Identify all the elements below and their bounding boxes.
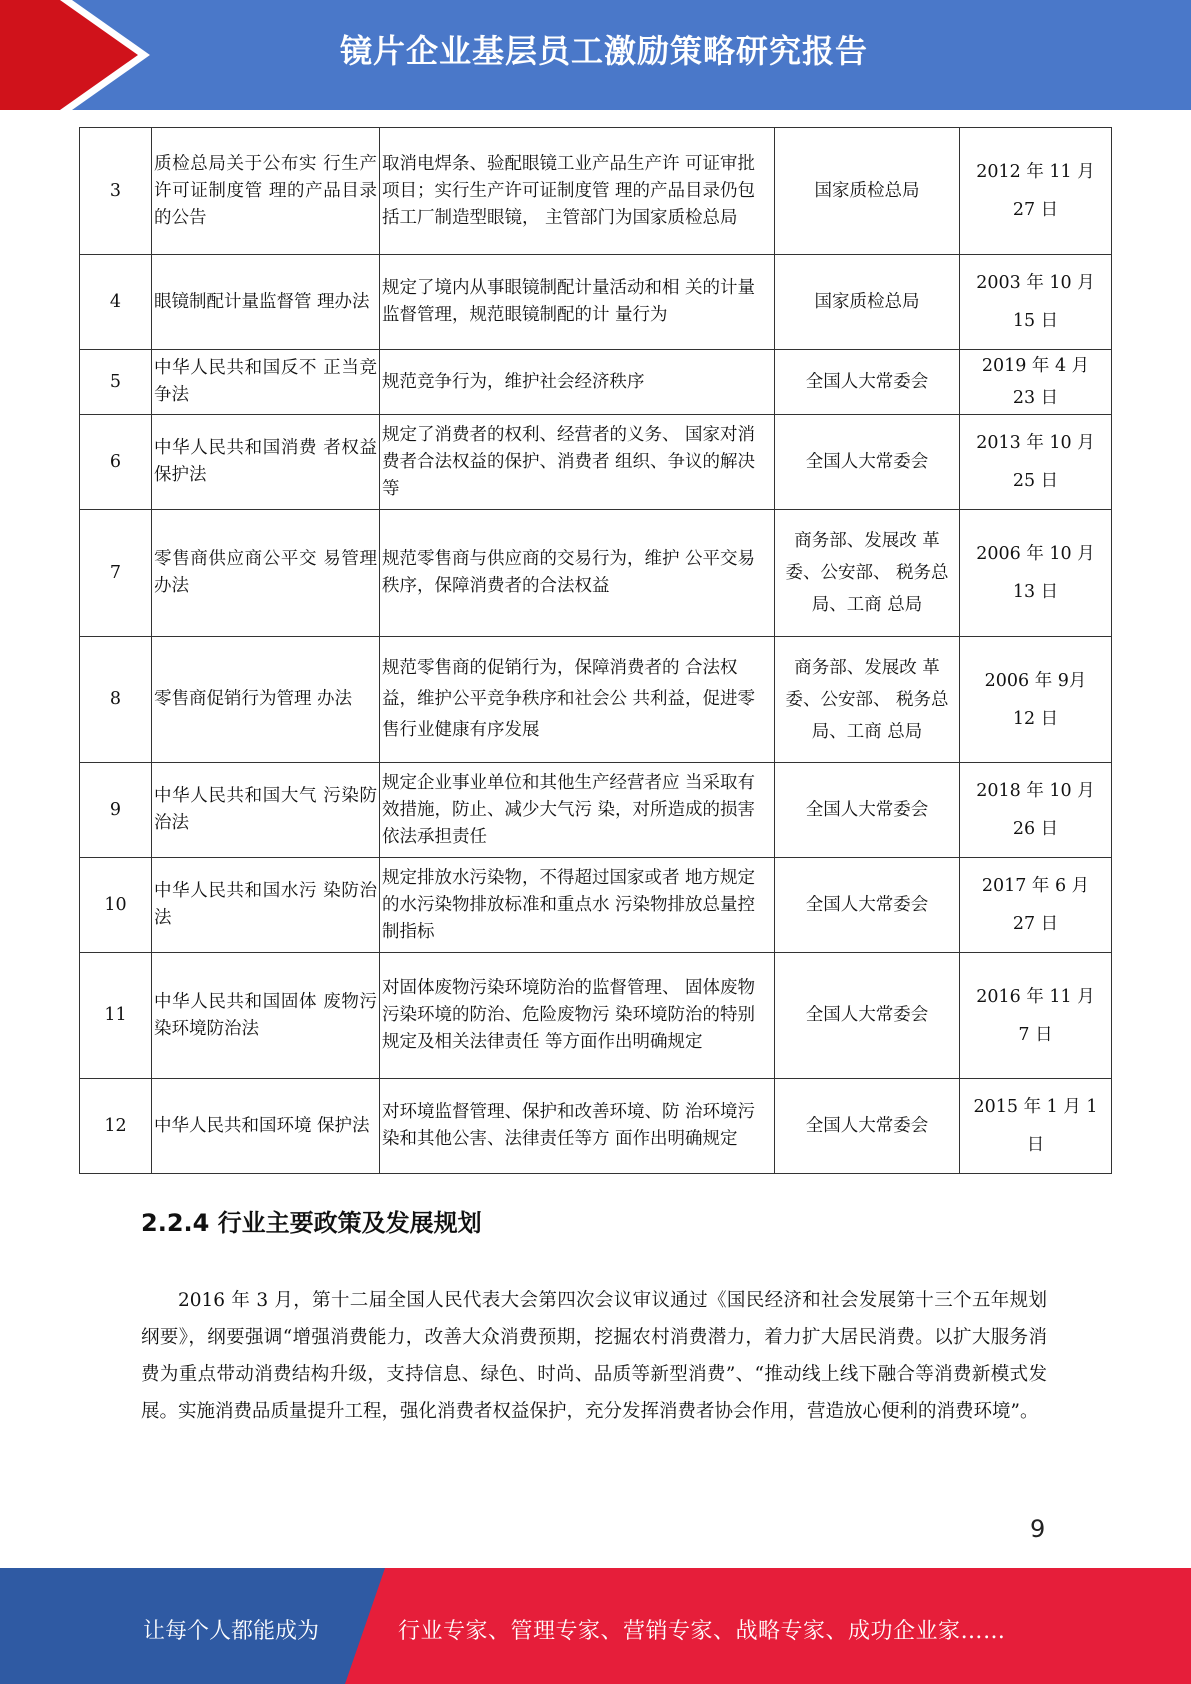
row-index: 9 [80, 763, 152, 858]
issue-date-line1: 2006 年 10 月 [976, 544, 1095, 564]
row-index: 12 [80, 1079, 152, 1174]
table-row [80, 128, 1112, 255]
regulation-name: 零售商供应商公平交 易管理办法 [152, 510, 380, 637]
issue-date-line2: 27 日 [1012, 200, 1059, 220]
header-title: 镜片企业基层员工激励策略研究报告 [340, 32, 869, 70]
regulation-name: 质检总局关于公布实 行生产许可证制度管 理的产品目录的公告 [152, 128, 380, 255]
regulation-description: 对固体废物污染环境防治的监督管理、 固体废物污染环境的防治、危险废物污 染环境防治的特别规定及相关法律责任 等方面作出明确规定 [380, 953, 775, 1079]
page-footer [0, 1568, 1191, 1684]
issue-date [960, 763, 1112, 858]
issue-date [960, 255, 1112, 350]
issuing-department: 全国人大常委会 [775, 415, 960, 510]
regulation-description: 规定排放水污染物，不得超过国家或者 地方规定的水污染物排放标准和重点水 污染物排放总量控制指标 [380, 858, 775, 953]
regulation-description: 规定了消费者的权利、经营者的义务、 国家对消费者合法权益的保护、消费者 组织、争议的解决等 [380, 415, 775, 510]
table-row [80, 858, 1112, 953]
issue-date-line2: 25 日 [1012, 471, 1059, 491]
issue-date-line2: 27 日 [1012, 914, 1059, 934]
table-row [80, 637, 1112, 763]
table-row [80, 415, 1112, 510]
issuing-department: 国家质检总局 [775, 255, 960, 350]
regulation-name: 中华人民共和国环境 保护法 [152, 1079, 380, 1174]
table-row [80, 953, 1112, 1079]
row-index: 7 [80, 510, 152, 637]
row-index: 11 [80, 953, 152, 1079]
issuing-department: 全国人大常委会 [775, 350, 960, 415]
issue-date [960, 858, 1112, 953]
regulations-table [79, 127, 1112, 1174]
issue-date-line2: 13 日 [1012, 582, 1059, 602]
issue-date-line1: 2012 年 11 月 [976, 162, 1095, 182]
page-number: 9 [1030, 1515, 1046, 1543]
issue-date-line2: 日 [1026, 1135, 1045, 1155]
issue-date-line1: 2016 年 11 月 [976, 986, 1095, 1007]
page-header [0, 0, 1191, 110]
issuing-department: 全国人大常委会 [775, 858, 960, 953]
issue-date-line1: 2015 年 1 月 1 [973, 1097, 1098, 1117]
footer-slogan-left: 让每个人都能成为 [143, 1619, 320, 1644]
regulation-description: 规范竞争行为，维护社会经济秩序 [380, 350, 775, 415]
row-index: 3 [80, 128, 152, 255]
issue-date-line1: 2018 年 10 月 [976, 781, 1095, 801]
row-index: 5 [80, 350, 152, 415]
issue-date [960, 1079, 1112, 1174]
regulation-name: 眼镜制配计量监督管 理办法 [152, 255, 380, 350]
issue-date-line1: 2019 年 4 月 [981, 356, 1090, 376]
regulation-description: 规范零售商的促销行为，保障消费者的 合法权益，维护公平竞争秩序和社会公 共利益，促进零售行业健康有序发展 [380, 637, 775, 763]
issue-date-line2: 23 日 [1012, 388, 1059, 408]
issuing-department: 全国人大常委会 [775, 953, 960, 1079]
issuing-department: 商务部、发展改 革委、公安部、 税务总局、工商 总局 [775, 510, 960, 637]
issue-date-line1: 2003 年 10 月 [976, 273, 1095, 293]
issuing-department: 全国人大常委会 [775, 763, 960, 858]
table-row [80, 1079, 1112, 1174]
issue-date-line2: 26 日 [1012, 819, 1059, 839]
regulation-description: 规定了境内从事眼镜制配计量活动和相 关的计量监督管理，规范眼镜制配的计 量行为 [380, 255, 775, 350]
row-index: 4 [80, 255, 152, 350]
issue-date [960, 350, 1112, 415]
issue-date [960, 637, 1112, 763]
regulation-name: 中华人民共和国反不 正当竞争法 [152, 350, 380, 415]
table-row [80, 255, 1112, 350]
row-index: 10 [80, 858, 152, 953]
regulation-name: 中华人民共和国消费 者权益保护法 [152, 415, 380, 510]
issue-date-line2: 12 日 [1012, 708, 1059, 729]
issue-date [960, 953, 1112, 1079]
issuing-department: 商务部、发展改 革委、公安部、 税务总局、工商 总局 [775, 637, 960, 763]
regulation-description: 规定企业事业单位和其他生产经营者应 当采取有效措施，防止、减少大气污 染，对所造成的损害依法承担责任 [380, 763, 775, 858]
issue-date [960, 510, 1112, 637]
regulation-name: 零售商促销行为管理 办法 [152, 637, 380, 763]
issue-date-line1: 2017 年 6 月 [981, 876, 1090, 896]
header-arrow-decoration [0, 0, 150, 110]
regulations-table-body [80, 128, 1112, 1174]
row-index: 8 [80, 637, 152, 763]
issuing-department: 国家质检总局 [775, 128, 960, 255]
issuing-department: 全国人大常委会 [775, 1079, 960, 1174]
regulation-name: 中华人民共和国固体 废物污染环境防治法 [152, 953, 380, 1079]
regulation-description: 规范零售商与供应商的交易行为，维护 公平交易秩序，保障消费者的合法权益 [380, 510, 775, 637]
issue-date-line1: 2006 年 9月 [984, 670, 1087, 691]
table-row [80, 350, 1112, 415]
table-row [80, 763, 1112, 858]
footer-slogan-right: 行业专家、管理专家、营销专家、战略专家、成功企业家…… [398, 1619, 1006, 1644]
regulation-name: 中华人民共和国水污 染防治法 [152, 858, 380, 953]
issue-date-line2: 7 日 [1018, 1024, 1053, 1045]
regulation-description: 对环境监督管理、保护和改善环境、防 治环境污染和其他公害、法律责任等方 面作出明确规定 [380, 1079, 775, 1174]
issue-date [960, 415, 1112, 510]
row-index: 6 [80, 415, 152, 510]
section-heading: 2.2.4 行业主要政策及发展规划 [141, 1209, 482, 1237]
regulation-description: 取消电焊条、验配眼镜工业产品生产许 可证审批项目；实行生产许可证制度管 理的产品目录仍包括工厂制造型眼镜， 主管部门为国家质检总局 [380, 128, 775, 255]
issue-date-line2: 15 日 [1012, 311, 1059, 331]
body-paragraph: 2016 年 3 月，第十二届全国人民代表大会第四次会议审议通过《国民经济和社会发展第十三个五年规划纲要》，纲要强调“增强消费能力，改善大众消费预期，挖掘农村消费潜力，着力扩大居民消费。以扩大服务消费为重点带动消费结构升级，支持信息、绿色、时尚、品质等新型消费”、“推动线上线下融合等消费新模式发展。实施消费品质量提升工程，强化消费者权益保护，充分发挥消费者协会作用，营造放心便利的消费环境”。 [141, 1290, 1047, 1422]
table-row [80, 510, 1112, 637]
regulation-name: 中华人民共和国大气 污染防治法 [152, 763, 380, 858]
issue-date [960, 128, 1112, 255]
issue-date-line1: 2013 年 10 月 [976, 433, 1095, 453]
